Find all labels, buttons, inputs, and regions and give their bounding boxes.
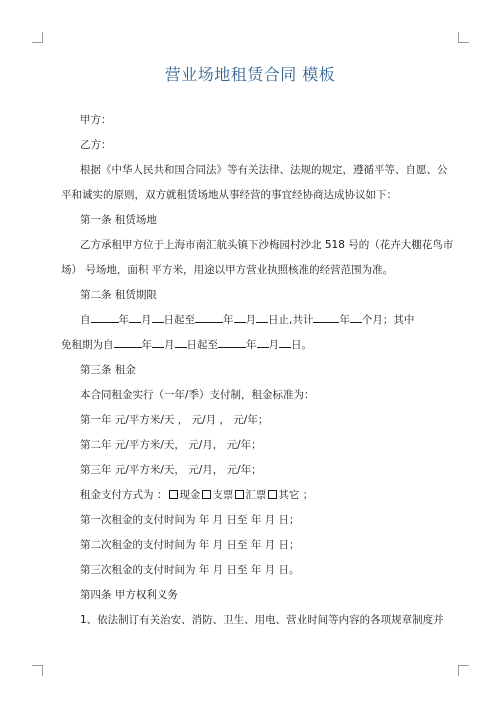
crop-mark-top-left <box>32 32 43 43</box>
checkbox-draft[interactable] <box>235 490 244 499</box>
blank-field <box>152 335 164 348</box>
option-check: 支票 <box>212 489 234 501</box>
text-day-end: 日止,共计 <box>268 314 314 326</box>
text-from: 自 <box>80 314 91 326</box>
checkbox-other[interactable] <box>268 490 277 499</box>
blank-field <box>91 310 119 323</box>
text-year: 年 <box>141 339 152 351</box>
payment-time-2: 第二次租金的支付时间为 年 月 日至 年 月 日； <box>80 539 300 551</box>
text-year: 年 <box>339 314 350 326</box>
article-4-heading: 第四条 甲方权利义务 <box>80 589 178 601</box>
preamble-line-2: 平和诚实的原则，双方就租赁场地从事经营的事宜经协商达成协议如下： <box>61 189 397 201</box>
text-day-start: 日起至 <box>163 314 195 326</box>
payment-time-1: 第一次租金的支付时间为 年 月 日至 年 月 日； <box>80 514 300 526</box>
article-1-line-2: 场） 号场地，面积 平方米，用途以甲方营业执照核准的经营范围为准。 <box>61 264 394 276</box>
text-month: 月 <box>164 339 175 351</box>
party-b: 乙方： <box>80 139 112 151</box>
option-other: 其它 <box>278 489 300 501</box>
rent-year-2: 第二年 元/平方米/天， 元/月， 元/年； <box>80 439 262 451</box>
blank-field <box>152 310 164 323</box>
text-month: 月 <box>268 339 279 351</box>
article-3-intro: 本合同租金实行（一年/季）支付制，租金标准为： <box>80 389 315 401</box>
article-3-heading: 第三条 租金 <box>80 364 136 376</box>
rent-year-3: 第三年 元/平方米/天， 元/月， 元/年； <box>80 464 262 476</box>
payment-time-3: 第三次租金的支付时间为 年 月 日至 年 月 日。 <box>80 564 300 576</box>
payment-method <box>61 483 441 508</box>
text-day-start: 日起至 <box>186 339 218 351</box>
blank-field <box>350 310 362 323</box>
rent-year-1: 第一年 元/平方米/天 ， 元/月 ， 元/年； <box>80 414 269 426</box>
payment-suffix: ； <box>302 489 314 501</box>
blank-field <box>218 335 246 348</box>
text-day-end: 日。 <box>291 339 312 351</box>
preamble-line-1: 根据《中华人民共和国合同法》等有关法律、法规的规定，遵循平等、自愿、公 <box>80 164 448 176</box>
blank-field <box>279 335 291 348</box>
blank-field <box>234 310 246 323</box>
text-free-period: 免租期为自 <box>61 339 114 351</box>
blank-field <box>313 310 339 323</box>
blank-field <box>256 310 268 323</box>
article-2-line-2 <box>61 333 441 358</box>
text-month-end: 个月；其中 <box>361 314 415 326</box>
text-year: 年 <box>118 314 129 326</box>
text-month: 月 <box>141 314 152 326</box>
blank-field <box>175 335 187 348</box>
crop-mark-top-right <box>458 32 469 43</box>
blank-field <box>129 310 141 323</box>
party-a: 甲方： <box>80 114 112 126</box>
blank-field <box>114 335 142 348</box>
text-year: 年 <box>246 339 257 351</box>
option-cash: 现金 <box>179 489 201 501</box>
article-2-line-1 <box>61 308 441 333</box>
blank-field <box>195 310 223 323</box>
crop-mark-bottom-left <box>32 665 43 676</box>
article-4-item-1: 1、依法制订有关治安、消防、卫生、用电、营业时间等内容的各项规章制度并 <box>80 614 444 626</box>
option-draft: 汇票 <box>245 489 267 501</box>
article-2-heading: 第二条 租赁期限 <box>80 289 157 301</box>
article-1-line-1: 乙方承租甲方位于上海市南汇航头镇下沙梅园村沙北 518 号的（花卉大棚花鸟市 <box>80 239 454 251</box>
document-title: 营业场地租赁合同 模板 <box>164 65 336 84</box>
checkbox-check[interactable] <box>202 490 211 499</box>
text-year: 年 <box>223 314 234 326</box>
text-month: 月 <box>245 314 256 326</box>
document-body <box>61 108 454 633</box>
payment-method-label: 租金支付方式为 ： <box>80 489 168 501</box>
crop-mark-bottom-right <box>458 665 469 676</box>
checkbox-cash[interactable] <box>169 490 178 499</box>
blank-field <box>257 335 269 348</box>
article-1-heading: 第一条 租赁场地 <box>80 214 157 226</box>
